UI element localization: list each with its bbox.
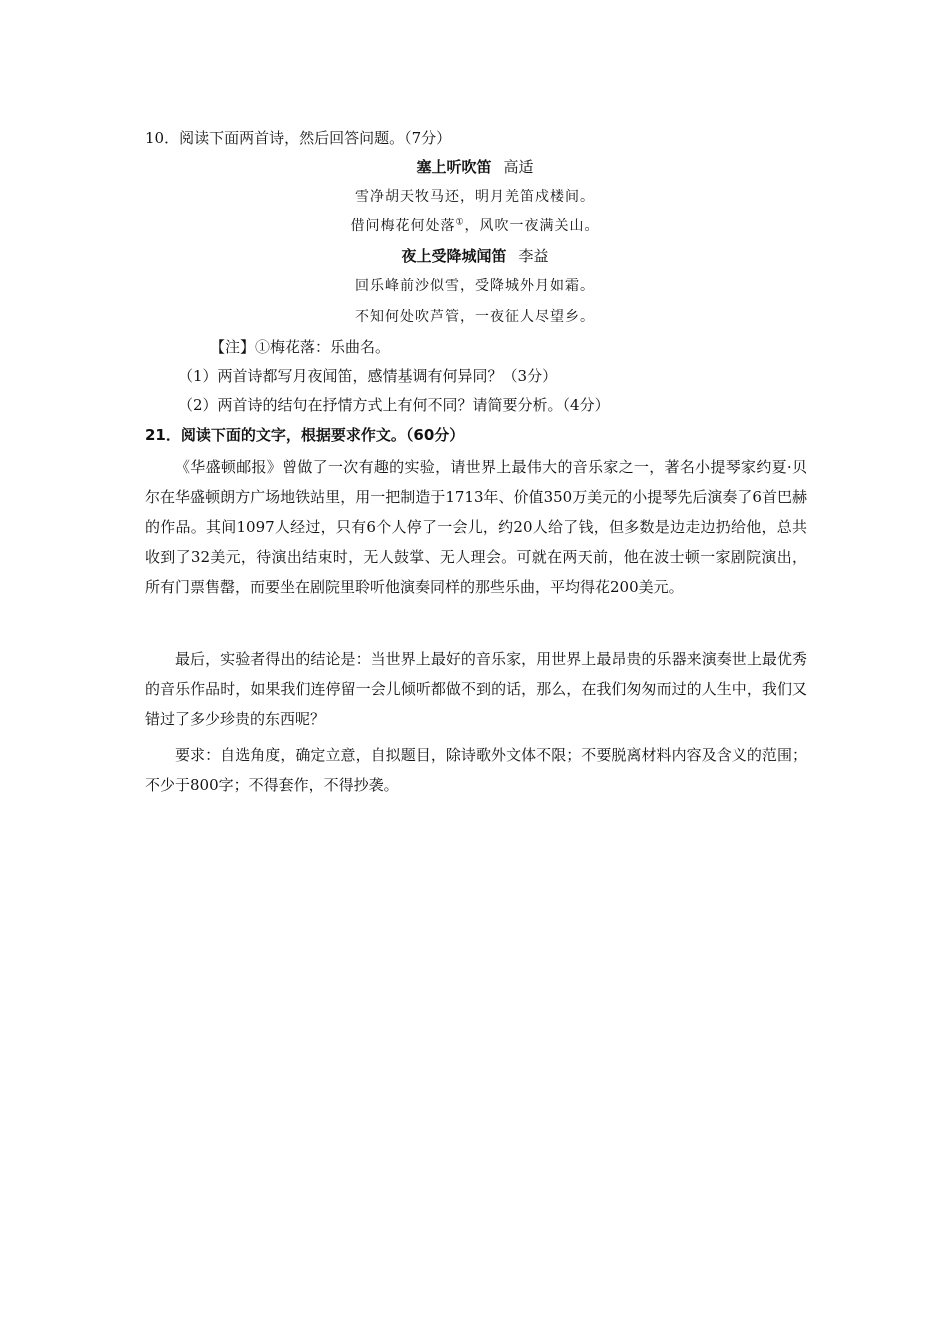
question-10-heading: 10．阅读下面两首诗，然后回答问题。（7分） <box>145 129 452 147</box>
essay-material-paragraph-1: 《华盛顿邮报》曾做了一次有趣的实验，请世界上最伟大的音乐家之一，著名小提琴家约夏·贝尔在华盛顿朗方广场地铁站里，用一把制造于1713年、价值350万美元的小提琴先后演奏了6首巴赫的作品。其间1097人经过，只有6个人停了一会儿，约20人给了钱，但多数是边走边扔给他，总共收到了32美元，待演出结束时，无人鼓掌、无人理会。可就在两天前，他在波士顿一家剧院演出，所有门票售罄，而要坐在剧院里聆听他演奏同样的那些乐曲，平均得花200美元。 <box>145 458 807 596</box>
essay-material-paragraph-2: 最后，实验者得出的结论是：当世界上最好的音乐家，用世界上最昂贵的乐器来演奏世上最优秀的音乐作品时，如果我们连停留一会儿倾听都做不到的话，那么，在我们匆匆而过的人生中，我们又错过了多少珍贵的东西呢？ <box>145 650 807 728</box>
poem-2-line-1: 回乐峰前沙似雪，受降城外月如霜。 <box>355 278 595 294</box>
poem-1-line-2-part-a: 借问梅花何处落 <box>350 218 456 234</box>
question-10-sub-1: （1）两首诗都写月夜闻笛，感情基调有何异同？（3分） <box>178 367 558 385</box>
question-10-sub-2: （2）两首诗的结句在抒情方式上有何不同？请简要分析。（4分） <box>178 396 610 414</box>
poem-1-title: 塞上听吹笛 <box>416 158 492 176</box>
poem-2-title-line <box>0 246 950 266</box>
poem-1-author: 高适 <box>503 158 534 176</box>
poem-footnote: 【注】①梅花落：乐曲名。 <box>210 338 391 356</box>
poem-1-line-2-part-b: ，风吹一夜满关山。 <box>464 218 600 234</box>
poem-1-line-2 <box>0 216 950 236</box>
poem-1-title-line <box>0 157 950 177</box>
essay-requirements: 要求：自选角度，确定立意，自拟题目，除诗歌外文体不限；不要脱离材料内容及含义的范围；不少于800字；不得套作，不得抄袭。 <box>145 746 807 794</box>
poem-1-line-1: 雪净胡天牧马还，明月羌笛戍楼间。 <box>355 189 595 205</box>
poem-2-author: 李益 <box>518 247 549 265</box>
poem-2-line-2: 不知何处吹芦管，一夜征人尽望乡。 <box>355 309 595 325</box>
poem-2-title: 夜上受降城闻笛 <box>401 247 507 265</box>
question-21-heading: 21．阅读下面的文字，根据要求作文。（60分） <box>145 426 465 444</box>
footnote-marker: ① <box>455 217 465 228</box>
